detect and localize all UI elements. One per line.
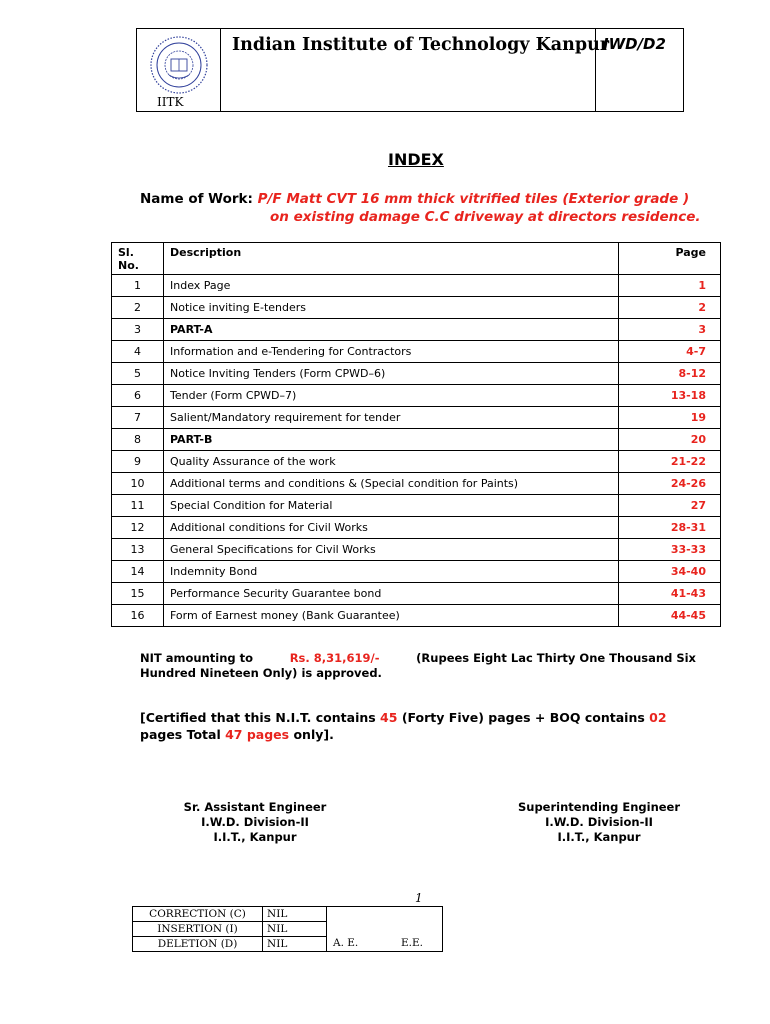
title-cell <box>220 29 610 111</box>
row-sl: 10 <box>112 473 164 495</box>
cert-part2: (Forty Five) pages + BOQ contains <box>401 710 645 725</box>
row-description: Form of Earnest money (Bank Guarantee) <box>164 605 619 627</box>
row-sl: 1 <box>112 275 164 297</box>
table-row <box>112 297 721 319</box>
row-page: 44-45 <box>619 605 721 627</box>
row-description: PART-A <box>164 319 619 341</box>
table-row <box>112 363 721 385</box>
table-row <box>112 429 721 451</box>
table-row <box>112 605 721 627</box>
row-description: Notice inviting E-tenders <box>164 297 619 319</box>
table-row <box>112 561 721 583</box>
row-sl: 11 <box>112 495 164 517</box>
index-table-header <box>112 243 721 275</box>
row-sl: 3 <box>112 319 164 341</box>
sig-division: I.W.D. Division-II <box>545 815 653 829</box>
row-sl: 15 <box>112 583 164 605</box>
name-of-work <box>140 191 689 207</box>
certification-statement <box>140 709 700 743</box>
row-sl: 16 <box>112 605 164 627</box>
ee-label: E.E. <box>400 937 423 949</box>
table-row <box>112 473 721 495</box>
row-page: 20 <box>619 429 721 451</box>
row-sl: 4 <box>112 341 164 363</box>
row-description: Additional conditions for Civil Works <box>164 517 619 539</box>
deletion-label: DELETION (D) <box>133 937 263 952</box>
row-page: 21-22 <box>619 451 721 473</box>
document-code: IWD/D2 <box>603 35 666 53</box>
sig-org: I.I.T., Kanpur <box>557 830 641 844</box>
row-sl: 12 <box>112 517 164 539</box>
table-row <box>112 517 721 539</box>
row-description: Additional terms and conditions & (Special condition for Paints) <box>164 473 619 495</box>
table-row <box>112 385 721 407</box>
logo-label: IITK <box>157 95 184 109</box>
cert-part1: [Certified that this N.I.T. contains <box>140 710 376 725</box>
row-sl: 7 <box>112 407 164 429</box>
index-title: INDEX <box>388 150 444 169</box>
row-page: 34-40 <box>619 561 721 583</box>
table-row <box>112 319 721 341</box>
name-of-work-label: Name of Work: <box>140 191 253 207</box>
table-row <box>112 583 721 605</box>
cert-part3: pages Total <box>140 727 221 742</box>
nit-line1 <box>140 651 696 666</box>
iitk-seal-icon <box>147 35 211 95</box>
cert-pages-num: 45 <box>380 710 398 725</box>
table-row <box>112 275 721 297</box>
row-page: 41-43 <box>619 583 721 605</box>
document-header <box>136 28 684 112</box>
insertion-label: INSERTION (I) <box>133 922 263 937</box>
row-sl: 14 <box>112 561 164 583</box>
row-page: 27 <box>619 495 721 517</box>
logo-cell <box>137 29 221 111</box>
row-description: Salient/Mandatory requirement for tender <box>164 407 619 429</box>
corrections-table <box>132 906 443 952</box>
sig-title: Superintending Engineer <box>517 800 681 814</box>
signature-sr-assistant-engineer <box>170 800 340 845</box>
cert-total: 47 pages <box>225 727 290 742</box>
col-description: Description <box>164 243 619 275</box>
index-table <box>111 242 721 627</box>
row-description: Index Page <box>164 275 619 297</box>
row-page: 33-33 <box>619 539 721 561</box>
row-page: 24-26 <box>619 473 721 495</box>
nit-line2: Hundred Nineteen Only) is approved. <box>140 666 382 680</box>
row-page: 19 <box>619 407 721 429</box>
row-sl: 13 <box>112 539 164 561</box>
table-row <box>133 907 443 922</box>
row-sl: 5 <box>112 363 164 385</box>
row-page: 1 <box>619 275 721 297</box>
insertion-value: NIL <box>263 922 327 937</box>
row-page: 28-31 <box>619 517 721 539</box>
sig-division: I.W.D. Division-II <box>201 815 309 829</box>
table-row <box>112 495 721 517</box>
row-page: 2 <box>619 297 721 319</box>
col-sl-no: Sl. No. <box>112 243 164 275</box>
table-row <box>112 407 721 429</box>
sig-org: I.I.T., Kanpur <box>213 830 297 844</box>
row-page: 8-12 <box>619 363 721 385</box>
row-description: PART-B <box>164 429 619 451</box>
row-page: 13-18 <box>619 385 721 407</box>
nit-prefix: NIT amounting to <box>140 651 254 665</box>
code-cell <box>595 29 683 111</box>
nit-amount-statement <box>140 651 696 681</box>
nit-amount: Rs. 8,31,619/- <box>289 651 380 665</box>
correction-value: NIL <box>263 907 327 922</box>
table-row <box>112 539 721 561</box>
table-row <box>112 341 721 363</box>
institute-name: Indian Institute of Technology Kanpur <box>232 35 610 55</box>
row-sl: 2 <box>112 297 164 319</box>
ae-label: A. E. <box>333 937 359 949</box>
row-sl: 6 <box>112 385 164 407</box>
deletion-value: NIL <box>263 937 327 952</box>
ae-ee-sign-cell <box>327 907 443 952</box>
name-of-work-line2: on existing damage C.C driveway at directors residence. <box>270 209 701 225</box>
nit-words: (Rupees Eight Lac Thirty One Thousand Six <box>416 651 696 665</box>
row-description: Quality Assurance of the work <box>164 451 619 473</box>
row-page: 4-7 <box>619 341 721 363</box>
signature-superintending-engineer <box>510 800 688 845</box>
cert-part4: only]. <box>293 727 334 742</box>
row-description: Special Condition for Material <box>164 495 619 517</box>
row-page: 3 <box>619 319 721 341</box>
row-sl: 8 <box>112 429 164 451</box>
row-description: Information and e-Tendering for Contractors <box>164 341 619 363</box>
col-page: Page <box>619 243 721 275</box>
name-of-work-line1: P/F Matt CVT 16 mm thick vitrified tiles (Exterior grade ) <box>257 191 690 207</box>
row-description: General Specifications for Civil Works <box>164 539 619 561</box>
cert-boq-num: 02 <box>649 710 667 725</box>
row-description: Performance Security Guarantee bond <box>164 583 619 605</box>
row-description: Notice Inviting Tenders (Form CPWD–6) <box>164 363 619 385</box>
row-sl: 9 <box>112 451 164 473</box>
sig-title: Sr. Assistant Engineer <box>183 800 327 814</box>
page-number: 1 <box>415 891 423 905</box>
correction-label: CORRECTION (C) <box>133 907 263 922</box>
row-description: Indemnity Bond <box>164 561 619 583</box>
table-row <box>112 451 721 473</box>
row-description: Tender (Form CPWD–7) <box>164 385 619 407</box>
